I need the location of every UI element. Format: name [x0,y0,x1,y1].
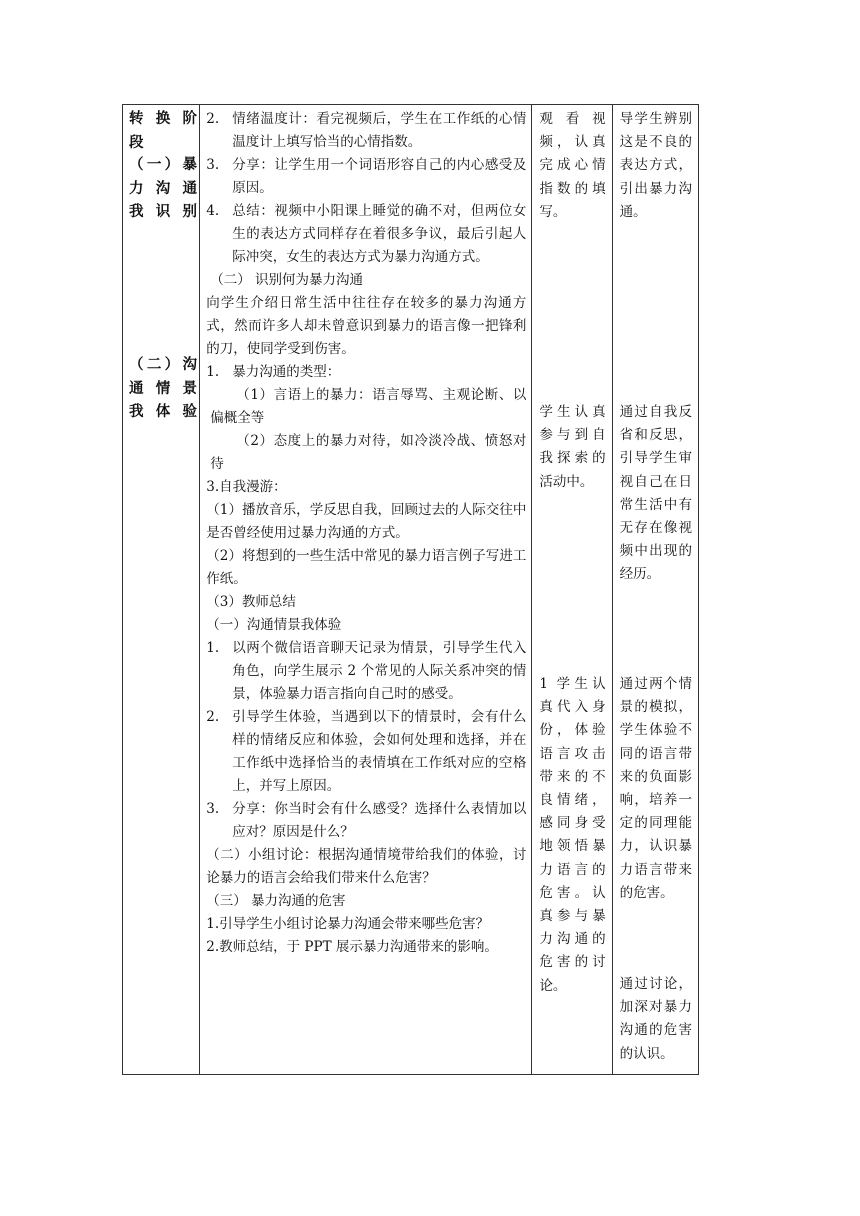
activity-content [200,105,531,959]
activity-cell [200,105,532,1075]
section-heading: （三） 暴力沟通的危害 [206,893,346,909]
list-item: 2. 引导学生体验，当遇到以下的情景时，会有什么样的情绪反应和体验，会如何处理和选择，并在工作纸中选择恰当的表情填在工作纸对应的空格上，并写上原因。 [206,709,527,794]
list-item: 1. 以两个微信语音聊天记录为情景，引导学生代入角色，向学生展示 2 个常见的人际关系冲突的情景，体验暴力语言指向自己时的感受。 [206,640,527,702]
purpose-cell [612,105,698,1075]
stage-label-transition: 转换阶 段 [129,110,197,151]
paragraph: 向学生介绍日常生活中往往存在较多的暴力沟通方式，然而许多人却未曾意识到暴力的语言像一把锋利的刀，使同学受到伤害。 [206,295,527,357]
list-item: 2. 情绪温度计：看完视频后，学生在工作纸的心情温度计上填写恰当的心情指数。 [206,111,527,150]
stage-label-part1: （一）暴 力沟通 我识别 [129,156,197,220]
list-item: 4. 总结：视频中小阳课上睡觉的确不对，但两位女生的表达方式同样存在着很多争议，最后引起人际冲突，女生的表达方式为暴力沟通方式。 [206,203,527,265]
lesson-plan-table [122,104,699,1075]
paragraph: （2）态度上的暴力对待，如冷淡冷战、愤怒对待 [210,433,527,472]
paragraph: 3.自我漫游： [206,479,287,495]
design-purpose-3: 通过两个情景的模拟，学生体验不同的语言带来的负面影响，培养一定的同理能力，认识暴力语言带来的危害。 [619,676,692,901]
table-row [123,105,699,1075]
paragraph: 2.教师总结，于 PPT 展示暴力沟通带来的影响。 [206,939,498,955]
paragraph: （3）教师总结 [206,594,296,610]
section-heading: （一）沟通情景我体验 [206,617,342,633]
student-activity-1: 观看视频，认真完成心情指数的填写。 [539,111,606,220]
section-heading: （二） 识别何为暴力沟通 [210,272,364,288]
design-purpose-1: 导学生辨别这是不良的表达方式，引出暴力沟通。 [619,111,692,220]
stage-label-part2: （二）沟 通情景 我体验 [129,356,197,420]
paragraph: （二）小组讨论：根据沟通情境带给我们的体验，讨论暴力的语言会给我们带来什么危害？ [206,847,527,886]
stage-cell [123,105,200,1075]
paragraph: （1）播放音乐，学反思自我，回顾过去的人际交往中是否曾经使用过暴力沟通的方式。 [206,502,527,541]
list-item: 1. 暴力沟通的类型： [206,364,341,380]
paragraph: （1）言语上的暴力：语言辱骂、主观论断、以偏概全等 [210,387,527,426]
paragraph: 1.引导学生小组讨论暴力沟通会带来哪些危害？ [206,916,490,932]
paragraph: （2）将想到的一些生活中常见的暴力语言例子写进工作纸。 [206,548,527,587]
student-activity-2: 学生认真参与到自我探索的活动中。 [539,404,606,490]
student-cell [532,105,612,1075]
list-item: 3. 分享：你当时会有什么感受？选择什么表情加以应对？原因是什么？ [206,801,527,840]
design-purpose-2: 通过自我反省和反思，引导学生审视自己在日常生活中有无存在像视频中出现的经历。 [619,404,692,583]
design-purpose-4: 通过讨论，加深对暴力沟通的危害的认识。 [619,976,692,1062]
list-item: 3. 分享：让学生用一个词语形容自己的内心感受及原因。 [206,157,527,196]
student-activity-3: 1 学生认真代入身份，体验语言攻击带来的不良情绪，感同身受地领悟暴力语言的危害。认真参与暴力沟通的危害的讨论。 [539,676,606,994]
